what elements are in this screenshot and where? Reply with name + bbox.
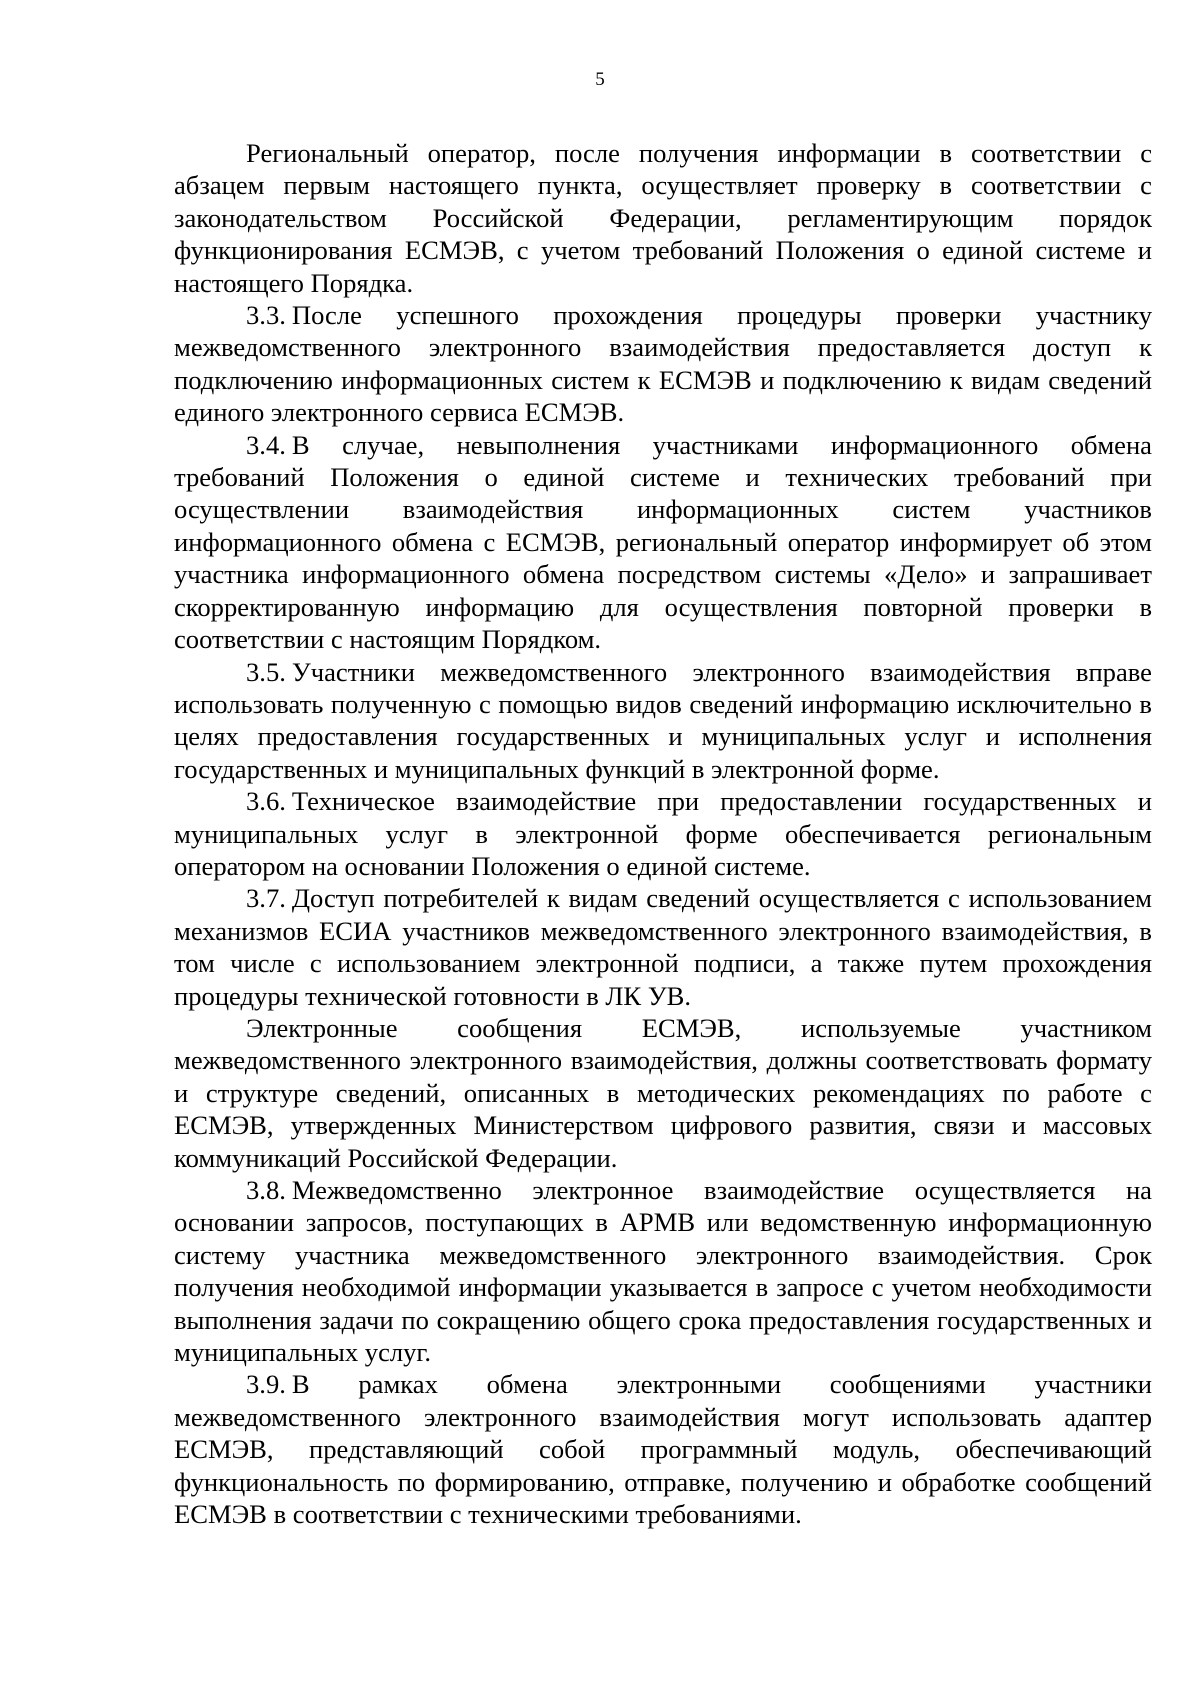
paragraph-number: 3.3.: [246, 300, 286, 331]
paragraph-text: Техническое взаимодействие при предоставлении государственных и муниципальных услуг в электронной форме обеспечивается региональным оператором на основании Положения о единой системе.: [174, 786, 1152, 881]
paragraph-text: После успешного прохождения процедуры проверки участнику межведомственного электронного взаимодействия предоставляется доступ к подключению информационных систем к ЕСМЭВ и подключению к видам сведений единого электронного сервиса ЕСМЭВ.: [174, 300, 1152, 428]
paragraph-intro: [174, 137, 1152, 299]
paragraph-number: 3.9.: [246, 1369, 286, 1400]
paragraph-text: Межведомственно электронное взаимодействие осуществляется на основании запросов, поступающих в АРМВ или ведомственную информационную систему участника межведомственного электронного взаимодействия. Срок получения необходимой информации указывается в запросе с учетом необходимости выполнения задачи по сокращению общего срока предоставления государственных и муниципальных услуг.: [174, 1175, 1152, 1368]
paragraph-text: Участники межведомственного электронного взаимодействия вправе использовать полученную с помощью видов сведений информацию исключительно в целях предоставления государственных и муниципальных услуг и исполнения государственных и муниципальных функций в электронной форме.: [174, 656, 1152, 784]
paragraph-3-9: [174, 1368, 1152, 1530]
paragraph-3-5: [174, 656, 1152, 786]
paragraph-text: Региональный оператор, после получения информации в соответствии с абзацем первым настоящего пункта, осуществляет проверку в соответствии с законодательством Российской Федерации, регламентирующим порядок функционирования ЕСМЭВ, с учетом требований Положения о единой системе и настоящего Порядка.: [174, 138, 1152, 298]
paragraph-3-4: [174, 429, 1152, 656]
paragraph-3-6: [174, 785, 1152, 882]
document-body: [174, 137, 1152, 1530]
paragraph-text: В случае, невыполнения участниками информационного обмена требований Положения о единой системе и технических требований при осуществлении взаимодействия информационных систем участников информационного обмена с ЕСМЭВ, региональный оператор информирует об этом участника информационного обмена посредством системы «Дело» и запрашивает скорректированную информацию для осуществления повторной проверки в соответствии с настоящим Порядком.: [174, 429, 1152, 655]
paragraph-number: 3.5.: [246, 656, 286, 687]
paragraph-number: 3.7.: [246, 883, 286, 914]
paragraph-text: Доступ потребителей к видам сведений осуществляется с использованием механизмов ЕСИА участников межведомственного электронного взаимодействия, в том числе с использованием электронной подписи, а также путем прохождения процедуры технической готовности в ЛК УВ.: [174, 883, 1152, 1011]
paragraph-text: Электронные сообщения ЕСМЭВ, используемые участником межведомственного электронного взаимодействия, должны соответствовать формату и структуре сведений, описанных в методических рекомендациях по работе с ЕСМЭВ, утвержденных Министерством цифрового развития, связи и массовых коммуникаций Российской Федерации.: [174, 1012, 1152, 1173]
paragraph-3-3: [174, 299, 1152, 429]
paragraph-number: 3.8.: [246, 1175, 286, 1205]
page-number: 5: [595, 69, 605, 90]
paragraph-3-8: [174, 1174, 1152, 1368]
paragraph-3-7: [174, 882, 1152, 1012]
paragraph-number: 3.6.: [246, 786, 286, 817]
paragraph-3-7-messages: [174, 1012, 1152, 1174]
paragraph-number: 3.4.: [246, 429, 286, 460]
paragraph-text: В рамках обмена электронными сообщениями участники межведомственного электронного взаимодействия могут использовать адаптер ЕСМЭВ, представляющий собой программный модуль, обеспечивающий функциональность по формированию, отправке, получению и обработке сообщений ЕСМЭВ в соответствии с техническими требованиями.: [174, 1369, 1152, 1530]
